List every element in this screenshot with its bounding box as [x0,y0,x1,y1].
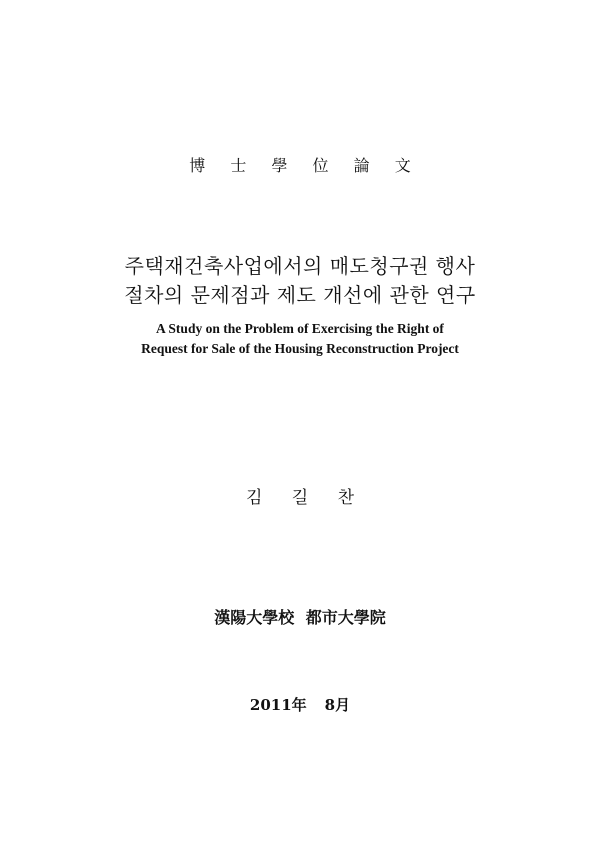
english-title-line-1: A Study on the Problem of Exercising the Right of [156,321,444,336]
degree-label: 博 士 學 位 論 文 [189,156,421,175]
author-name: 김 길 찬 [245,488,355,508]
date-month: 8月 [324,696,351,714]
institution-name: 漢陽大學校 都市大學院 [214,608,386,627]
date-year: 2011年 [249,696,307,714]
korean-title-line-2: 절차의 문제점과 제도 개선에 관한 연구 [124,283,476,307]
korean-title-line-1: 주택재건축사업에서의 매도청구권 행사 [124,254,476,278]
submission-date [0,698,600,713]
english-title-line-2: Request for Sale of the Housing Reconstruction Project [141,341,459,356]
